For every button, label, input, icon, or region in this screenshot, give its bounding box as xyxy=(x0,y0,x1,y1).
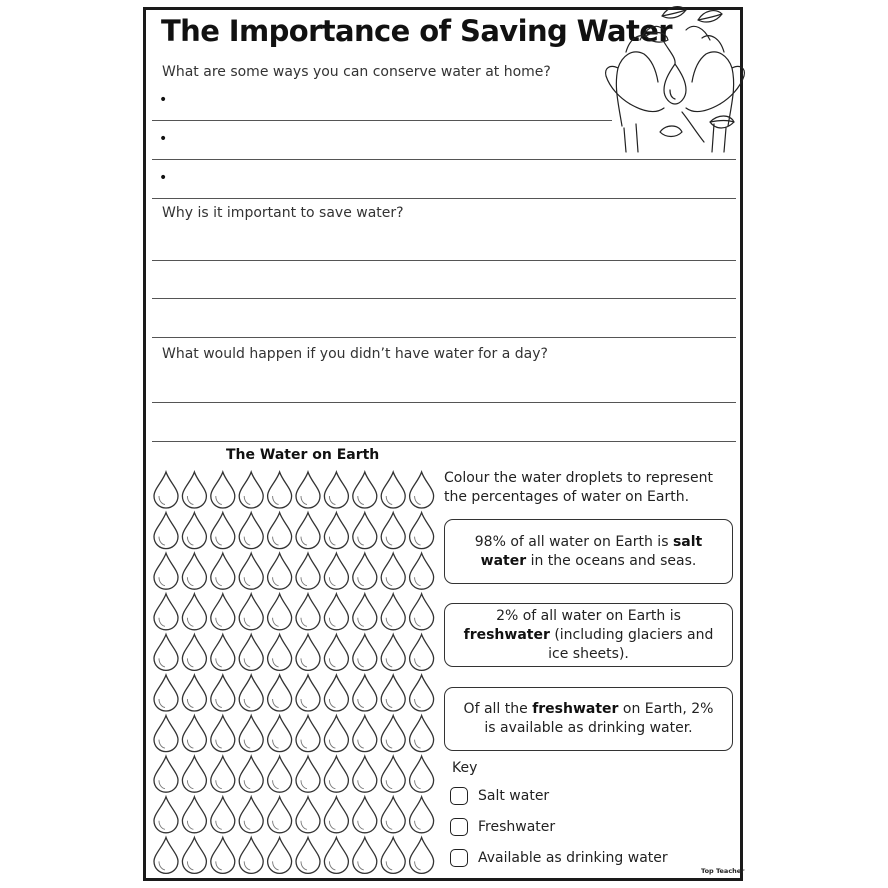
water-droplet[interactable] xyxy=(211,797,235,833)
water-droplet[interactable] xyxy=(324,716,348,752)
water-droplet[interactable] xyxy=(154,594,178,630)
water-droplet[interactable] xyxy=(324,797,348,833)
fact-box-drinking-water xyxy=(444,687,733,751)
answer-line-7[interactable] xyxy=(152,402,736,403)
water-droplet[interactable] xyxy=(239,797,263,833)
water-droplet[interactable] xyxy=(410,634,434,670)
water-droplet[interactable] xyxy=(182,472,206,508)
water-droplet[interactable] xyxy=(410,675,434,711)
answer-line-8[interactable] xyxy=(152,441,736,442)
water-droplet[interactable] xyxy=(154,797,178,833)
page-title: The Importance of Saving Water xyxy=(161,14,673,48)
answer-line-5[interactable] xyxy=(152,298,736,299)
fact-1-text-end: in the oceans and seas. xyxy=(526,552,697,569)
answer-line-1[interactable] xyxy=(152,120,612,121)
fact-2-text-end: (including glaciers and ice sheets). xyxy=(548,626,714,662)
water-droplet[interactable] xyxy=(324,837,348,873)
water-droplet[interactable] xyxy=(353,634,377,670)
water-droplet[interactable] xyxy=(324,675,348,711)
water-droplet[interactable] xyxy=(410,837,434,873)
water-droplet[interactable] xyxy=(182,553,206,589)
drinking-water-checkbox[interactable] xyxy=(450,849,468,867)
fact-1-bold: salt water xyxy=(480,533,703,569)
water-droplet[interactable] xyxy=(239,472,263,508)
water-droplet[interactable] xyxy=(296,594,320,630)
water-droplet[interactable] xyxy=(239,594,263,630)
key-item-freshwater xyxy=(450,818,555,836)
water-droplet[interactable] xyxy=(211,513,235,549)
water-droplet[interactable] xyxy=(296,634,320,670)
water-droplet[interactable] xyxy=(296,837,320,873)
water-droplet[interactable] xyxy=(410,594,434,630)
water-droplet[interactable] xyxy=(296,513,320,549)
water-droplet[interactable] xyxy=(211,472,235,508)
water-droplet[interactable] xyxy=(182,797,206,833)
water-droplet[interactable] xyxy=(381,675,405,711)
water-droplet[interactable] xyxy=(239,634,263,670)
fact-3-text: Of all the xyxy=(463,701,533,717)
water-droplet[interactable] xyxy=(410,716,434,752)
water-droplet[interactable] xyxy=(268,553,292,589)
water-droplet[interactable] xyxy=(211,756,235,792)
water-droplet[interactable] xyxy=(211,716,235,752)
water-droplet[interactable] xyxy=(268,675,292,711)
water-droplet[interactable] xyxy=(182,756,206,792)
water-droplet[interactable] xyxy=(324,513,348,549)
water-droplet[interactable] xyxy=(381,716,405,752)
water-droplet[interactable] xyxy=(381,472,405,508)
question-conserve-water: What are some ways you can conserve water at home? xyxy=(162,64,551,80)
water-droplet[interactable] xyxy=(268,634,292,670)
bullet-3: • xyxy=(159,170,168,186)
water-droplet[interactable] xyxy=(182,513,206,549)
water-droplet[interactable] xyxy=(182,594,206,630)
water-droplet[interactable] xyxy=(239,756,263,792)
water-droplet[interactable] xyxy=(154,634,178,670)
water-droplet[interactable] xyxy=(154,675,178,711)
water-droplet[interactable] xyxy=(154,756,178,792)
water-droplet[interactable] xyxy=(211,594,235,630)
fact-3-bold: freshwater xyxy=(532,701,619,717)
water-droplet[interactable] xyxy=(268,837,292,873)
water-droplet[interactable] xyxy=(211,634,235,670)
fact-2-text: 2% of all water on Earth is xyxy=(496,607,681,624)
water-droplet[interactable] xyxy=(154,472,178,508)
water-droplet[interactable] xyxy=(324,634,348,670)
water-droplet[interactable] xyxy=(296,716,320,752)
water-on-earth-title: The Water on Earth xyxy=(226,447,380,463)
water-droplet[interactable] xyxy=(381,797,405,833)
key-item-drinking-water xyxy=(450,849,668,867)
water-droplet[interactable] xyxy=(410,513,434,549)
water-droplet[interactable] xyxy=(182,675,206,711)
answer-line-3[interactable] xyxy=(152,198,736,199)
water-droplet[interactable] xyxy=(324,553,348,589)
water-droplet[interactable] xyxy=(381,553,405,589)
water-droplet[interactable] xyxy=(182,837,206,873)
water-droplet[interactable] xyxy=(410,472,434,508)
water-droplet[interactable] xyxy=(268,472,292,508)
hands-water-illustration xyxy=(600,2,750,154)
salt-water-checkbox[interactable] xyxy=(450,787,468,805)
water-droplet[interactable] xyxy=(268,797,292,833)
freshwater-label: Freshwater xyxy=(478,819,556,835)
water-droplet[interactable] xyxy=(268,513,292,549)
fact-2-bold: freshwater xyxy=(463,626,550,643)
question-no-water-day: What would happen if you didn’t have water for a day? xyxy=(162,346,548,362)
water-droplet[interactable] xyxy=(211,553,235,589)
water-droplet[interactable] xyxy=(296,472,320,508)
water-droplet[interactable] xyxy=(324,594,348,630)
fact-1-text: 98% of all water on Earth is xyxy=(474,533,673,550)
water-droplet[interactable] xyxy=(353,675,377,711)
water-droplet[interactable] xyxy=(154,513,178,549)
water-droplet[interactable] xyxy=(381,594,405,630)
water-droplet[interactable] xyxy=(324,472,348,508)
water-droplet[interactable] xyxy=(353,513,377,549)
water-droplet[interactable] xyxy=(381,634,405,670)
water-droplet[interactable] xyxy=(410,756,434,792)
water-droplet[interactable] xyxy=(239,716,263,752)
key-title: Key xyxy=(452,760,478,776)
water-droplet[interactable] xyxy=(154,553,178,589)
water-droplet[interactable] xyxy=(239,675,263,711)
water-droplet[interactable] xyxy=(239,553,263,589)
brand-logo-text: Top Teacher xyxy=(701,867,745,875)
freshwater-checkbox[interactable] xyxy=(450,818,468,836)
water-droplet[interactable] xyxy=(268,716,292,752)
water-droplet[interactable] xyxy=(296,553,320,589)
water-droplet[interactable] xyxy=(353,716,377,752)
water-droplet[interactable] xyxy=(211,837,235,873)
water-droplet[interactable] xyxy=(353,553,377,589)
bullet-2: • xyxy=(159,131,168,147)
question-why-save-water: Why is it important to save water? xyxy=(162,205,404,221)
water-droplet[interactable] xyxy=(154,716,178,752)
water-droplet[interactable] xyxy=(239,837,263,873)
answer-line-6[interactable] xyxy=(152,337,736,338)
water-droplet[interactable] xyxy=(353,594,377,630)
fact-box-freshwater xyxy=(444,603,733,667)
water-droplet[interactable] xyxy=(410,797,434,833)
water-droplet[interactable] xyxy=(154,837,178,873)
water-droplet[interactable] xyxy=(353,756,377,792)
water-droplet[interactable] xyxy=(410,553,434,589)
water-droplet[interactable] xyxy=(182,716,206,752)
water-droplet[interactable] xyxy=(296,675,320,711)
water-droplet[interactable] xyxy=(296,797,320,833)
water-droplet[interactable] xyxy=(211,675,235,711)
salt-water-label: Salt water xyxy=(478,788,550,804)
answer-line-2[interactable] xyxy=(152,159,736,160)
droplet-grid xyxy=(152,470,437,880)
colour-instructions: Colour the water droplets to represent the percentages of water on Earth. xyxy=(444,470,713,505)
key-item-salt-water xyxy=(450,787,549,805)
answer-line-4[interactable] xyxy=(152,260,736,261)
water-droplet[interactable] xyxy=(381,837,405,873)
fact-3-text-end: on Earth, 2% is available as drinking water. xyxy=(484,701,714,736)
fact-box-salt-water xyxy=(444,519,733,584)
water-droplet[interactable] xyxy=(296,756,320,792)
water-droplet[interactable] xyxy=(353,797,377,833)
bullet-1: • xyxy=(159,92,168,108)
water-droplet[interactable] xyxy=(353,472,377,508)
water-droplet[interactable] xyxy=(182,634,206,670)
water-droplet[interactable] xyxy=(268,594,292,630)
water-droplet[interactable] xyxy=(381,513,405,549)
water-droplet[interactable] xyxy=(353,837,377,873)
water-droplet[interactable] xyxy=(239,513,263,549)
water-droplet[interactable] xyxy=(324,756,348,792)
water-droplet[interactable] xyxy=(381,756,405,792)
drinking-water-label: Available as drinking water xyxy=(478,850,668,866)
water-droplet[interactable] xyxy=(268,756,292,792)
